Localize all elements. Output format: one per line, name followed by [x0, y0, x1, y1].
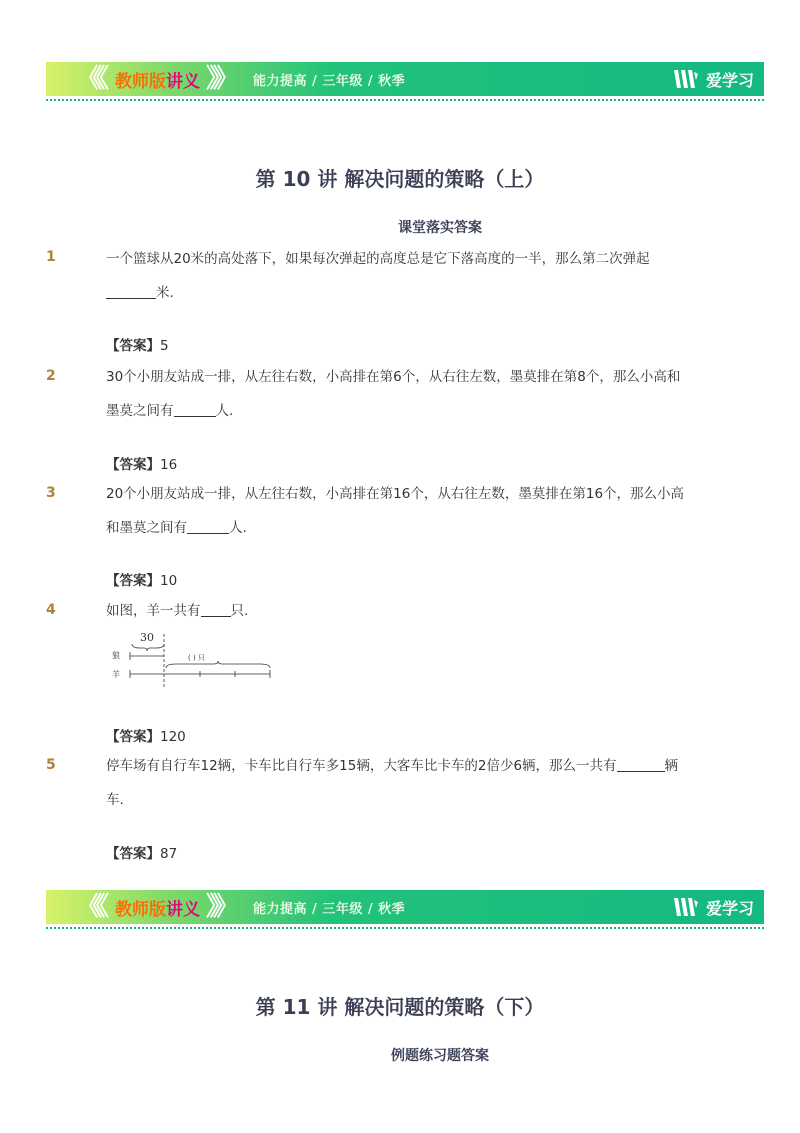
question-text	[106, 360, 706, 428]
diagram-row-wolf: 狼	[112, 651, 120, 660]
answer-blank	[174, 402, 216, 417]
answer-value: 10	[160, 573, 178, 589]
answer-label: 【答案】	[106, 457, 160, 473]
answer-blank	[187, 519, 229, 534]
banner-divider	[46, 99, 764, 101]
header-banner	[46, 890, 764, 924]
lecture-title: 第 10 讲 解决问题的策略（上）	[255, 167, 545, 191]
brand	[672, 62, 754, 96]
question-text	[106, 594, 706, 628]
question-text	[106, 749, 726, 817]
question-line-end: 辆	[664, 758, 679, 774]
diagram-top-brace	[132, 644, 164, 651]
question-line-start: 和墨莫之间有	[106, 520, 187, 536]
chevron-right-icon: 》》	[206, 892, 234, 922]
question-number: 3	[46, 485, 56, 501]
question-line-start: 墨莫之间有	[106, 403, 174, 419]
question-line: 一个篮球从20米的高处落下，如果每次弹起的高度总是它下落高度的一半，那么第二次弹起	[106, 251, 650, 267]
question-line	[106, 276, 706, 310]
question-number: 5	[46, 757, 56, 773]
answer-value: 5	[160, 338, 169, 354]
lecture-title: 第 11 讲 解决问题的策略（下）	[255, 995, 545, 1019]
chevron-right-icon: 》》	[206, 64, 234, 94]
answer-value: 87	[160, 846, 178, 862]
question-line: 车.	[106, 792, 124, 808]
header-banner	[46, 62, 764, 96]
diagram-top-value: 30	[140, 631, 154, 644]
answer	[106, 842, 177, 862]
question-line	[106, 749, 726, 783]
banner-subtitle: 能力提高 / 三年级 / 秋季	[253, 901, 406, 917]
answer-value: 120	[160, 729, 186, 745]
banner-title-notes: 讲义	[166, 899, 201, 920]
question-line	[106, 594, 706, 628]
banner-title-teacher: 教师版	[115, 71, 167, 92]
question-line-start: 停车场有自行车12辆，卡车比自行车多15辆，大客车比卡车的2倍少6辆，那么一共有	[106, 758, 617, 774]
question-line-end: 人.	[215, 403, 234, 419]
answer	[106, 725, 186, 745]
section-title: 课堂落实答案	[398, 220, 482, 236]
section-title: 例题练习题答案	[391, 1048, 489, 1064]
brand-logo-icon	[672, 68, 700, 90]
question-number: 1	[46, 249, 56, 265]
brand-name: 爱学习	[705, 898, 754, 918]
line-segment-diagram	[110, 630, 280, 690]
answer-label: 【答案】	[106, 846, 160, 862]
answer	[106, 334, 169, 354]
question-line-start: 如图，羊一共有	[106, 603, 201, 619]
question-text	[106, 477, 706, 545]
chevron-left-icon: 《《	[76, 64, 104, 94]
banner-divider	[46, 927, 764, 929]
brand-logo-icon	[672, 896, 700, 918]
answer	[106, 569, 177, 589]
diagram-bracket-label: ( ) 只	[188, 654, 205, 662]
answer-label: 【答案】	[106, 729, 160, 745]
answer-value: 16	[160, 457, 178, 473]
diagram-row-sheep: 羊	[112, 670, 120, 679]
question-line	[106, 511, 706, 545]
question-number: 2	[46, 368, 56, 384]
question-line-end: 人.	[229, 520, 247, 536]
diagram-right-brace	[166, 661, 270, 668]
question-line-end: 只.	[230, 603, 249, 619]
question-line: 20个小朋友站成一排，从左往右数，小高排在第16个，从右往左数，墨莫排在第16个，那么小高	[106, 486, 685, 502]
answer-label: 【答案】	[106, 573, 160, 589]
question-text	[106, 242, 706, 310]
answer-blank	[617, 757, 665, 772]
answer	[106, 453, 177, 473]
banner-title-notes: 讲义	[166, 71, 201, 92]
banner-title-teacher: 教师版	[115, 899, 167, 920]
banner-subtitle: 能力提高 / 三年级 / 秋季	[253, 73, 406, 89]
chevron-left-icon: 《《	[76, 892, 104, 922]
question-line: 30个小朋友站成一排，从左往右数，小高排在第6个，从右往左数，墨莫排在第8个，那么小高和	[106, 369, 681, 385]
answer-blank	[106, 284, 156, 299]
question-number: 4	[46, 602, 56, 618]
question-line-end: 米.	[156, 285, 174, 301]
brand	[672, 890, 754, 924]
answer-label: 【答案】	[106, 338, 160, 354]
question-line	[106, 394, 706, 428]
answer-blank	[201, 602, 231, 617]
brand-name: 爱学习	[705, 70, 754, 90]
